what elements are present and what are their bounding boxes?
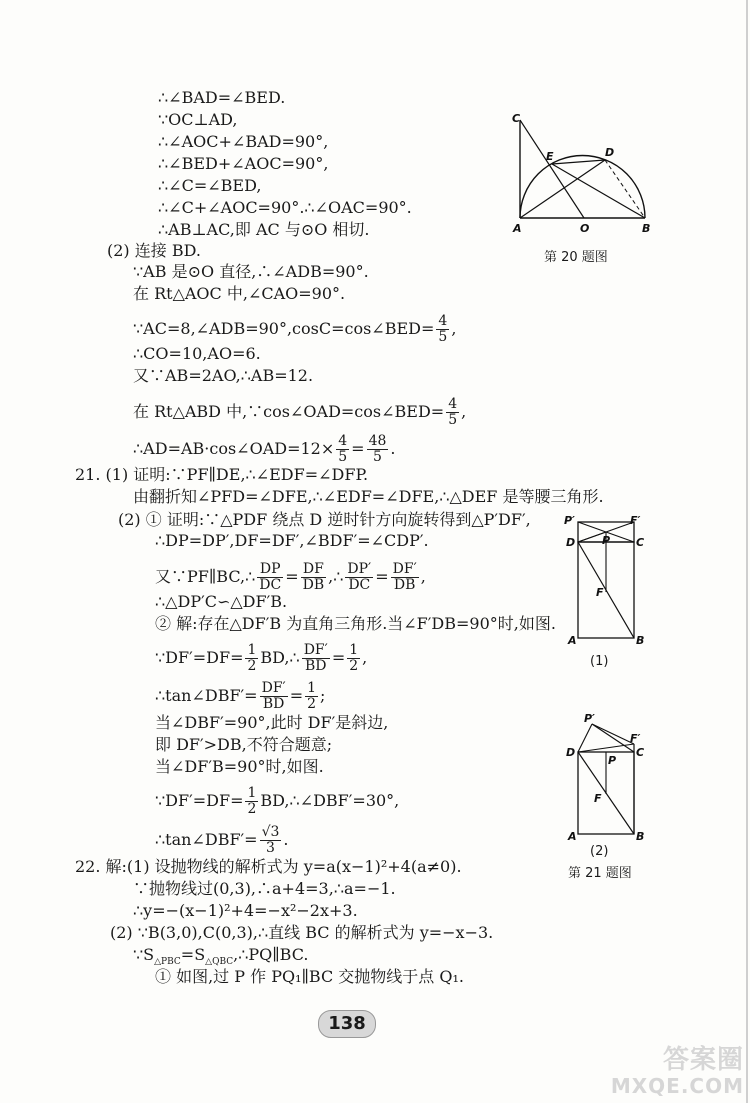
- denominator: 2: [247, 801, 257, 817]
- fraction: [305, 681, 318, 712]
- numerator: 1: [307, 680, 317, 696]
- text: =: [331, 648, 346, 667]
- denominator: 5: [373, 449, 382, 465]
- denominator: 2: [307, 696, 317, 712]
- text: BD,∴: [260, 648, 300, 667]
- fraction: [436, 314, 449, 345]
- subscript: △QBC: [205, 957, 234, 968]
- proof-line: ∴∠C=∠BED,: [158, 176, 262, 195]
- proof-line: (2) ① 证明:∵△PDF 绕点 D 逆时针方向旋转得到△P′DF′,: [118, 510, 531, 529]
- fraction: [347, 643, 360, 674]
- fraction: [257, 562, 283, 593]
- fraction: [245, 786, 258, 817]
- text: BD,∴∠DBF′=30°,: [260, 791, 400, 810]
- text: ∴tan∠DBF′=: [155, 830, 258, 849]
- text: =: [351, 439, 365, 458]
- numerator: 1: [247, 642, 257, 658]
- numerator: DF′: [261, 680, 286, 696]
- proof-line: ∴CO=10,AO=6.: [133, 344, 261, 363]
- numerator: DF′: [392, 561, 417, 577]
- text: .: [283, 830, 289, 849]
- label-c: C: [636, 746, 645, 759]
- numerator: 4: [438, 313, 448, 329]
- label-b: B: [642, 222, 651, 235]
- page-spine: [746, 0, 748, 1103]
- fraction: [446, 397, 459, 428]
- numerator: 1: [247, 785, 257, 801]
- proof-line: ∴∠C+∠AOC=90°.∴∠OAC=90°.: [158, 198, 412, 217]
- proof-line: ① 如图,过 P 作 PQ₁∥BC 交抛物线于点 Q₁.: [155, 967, 464, 986]
- proof-line: ∴AB⊥AC,即 AC 与⊙O 相切.: [158, 220, 370, 239]
- fraction: [245, 643, 258, 674]
- denominator: DB: [393, 577, 416, 593]
- label-a: A: [568, 830, 577, 843]
- proof-line: ∵AB 是⊙O 直径,∴∠ADB=90°.: [133, 262, 369, 281]
- proof-line: ② 解:存在△DF′B 为直角三角形.当∠F′DB=90°时,如图.: [155, 614, 556, 633]
- numerator: DP: [257, 562, 283, 578]
- fraction: [302, 643, 330, 674]
- text: ∵S: [133, 945, 155, 964]
- label-d: D: [566, 536, 576, 549]
- text: ,∴: [328, 567, 344, 586]
- proof-line: [133, 434, 396, 465]
- fraction: [391, 562, 419, 593]
- text: ∵DF′=DF=: [155, 648, 244, 667]
- text: ,: [362, 648, 368, 667]
- denominator: 2: [349, 658, 359, 674]
- proof-line: 即 DF′>DB,不符合题意;: [155, 735, 333, 754]
- label-b: B: [636, 634, 645, 647]
- fraction: [345, 562, 373, 593]
- text: ,: [451, 319, 457, 338]
- fraction: [260, 825, 282, 856]
- label-d: D: [566, 746, 576, 759]
- label-a: A: [568, 634, 577, 647]
- denominator: 5: [338, 449, 348, 465]
- text: =: [285, 567, 299, 586]
- proof-line: ∴△DP′C∽△DF′B.: [155, 592, 288, 611]
- numerator: √3: [261, 824, 280, 840]
- figure-21-1-caption: (1): [590, 654, 609, 669]
- page-number: 138: [318, 1010, 376, 1038]
- numerator: 1: [349, 642, 359, 658]
- proof-line: ∴∠AOC+∠BAD=90°,: [158, 132, 329, 151]
- numerator: 48: [368, 433, 387, 449]
- proof-line: 当∠DBF′=90°,此时 DF′是斜边,: [155, 713, 389, 732]
- label-p: P: [608, 754, 617, 767]
- proof-line: [155, 825, 289, 856]
- figure-21-1-diagram: [560, 510, 660, 650]
- label-c: C: [636, 536, 645, 549]
- denominator: 5: [448, 412, 458, 428]
- proof-line: ∴DP=DP′,DF=DF′,∠BDF′=∠CDP′.: [155, 531, 429, 550]
- denominator: DB: [302, 577, 325, 593]
- numerator: 4: [448, 396, 458, 412]
- figure-20-caption: 第 20 题图: [544, 250, 608, 265]
- text: 又∵PF∥BC,∴: [155, 567, 256, 586]
- watermark-logo-text: 答案圈: [662, 1045, 744, 1075]
- proof-line: 22. 解:(1) 设抛物线的解析式为 y=a(x−1)²+4(a≠0).: [75, 857, 462, 876]
- watermark: [611, 1047, 744, 1099]
- proof-line: (2) 连接 BD.: [107, 241, 201, 260]
- proof-line: ∵抛物线过(0,3),∴a+4=3,∴a=−1.: [133, 879, 396, 898]
- numerator: 4: [338, 433, 348, 449]
- denominator: BD: [304, 658, 327, 674]
- denominator: DC: [259, 577, 282, 593]
- proof-line: ∵OC⊥AD,: [158, 110, 238, 129]
- text: ∴AD=AB·cos∠OAD=12×: [133, 439, 335, 458]
- proof-line: 21. (1) 证明:∵PF∥DE,∴∠EDF=∠DFP.: [75, 465, 369, 484]
- proof-line: [133, 314, 456, 345]
- numerator: DP′: [347, 561, 372, 577]
- proof-line: (2) ∵B(3,0),C(0,3),∴直线 BC 的解析式为 y=−x−3.: [110, 923, 494, 942]
- text: ;: [320, 686, 326, 705]
- text: ∴tan∠DBF′=: [155, 686, 258, 705]
- label-f-prime: F′: [630, 732, 641, 745]
- proof-line: [133, 397, 466, 428]
- proof-line: [155, 643, 367, 674]
- text: 在 Rt△ABD 中,∵cos∠OAD=cos∠BED=: [133, 402, 445, 421]
- label-b: B: [636, 830, 645, 843]
- text: ,: [461, 402, 467, 421]
- proof-line: [155, 786, 399, 817]
- proof-line: ∴∠BAD=∠BED.: [158, 88, 286, 107]
- label-o: O: [580, 222, 590, 235]
- label-f-prime: F′: [630, 514, 641, 527]
- denominator: 3: [266, 840, 275, 856]
- denominator: DC: [348, 577, 371, 593]
- text: =S: [180, 945, 206, 964]
- label-p-prime: P′: [564, 514, 575, 527]
- label-e: E: [546, 150, 554, 163]
- figure-21-2-diagram: [560, 710, 660, 844]
- watermark-url: MXQE.COM: [610, 1074, 744, 1098]
- text: .: [390, 439, 396, 458]
- text: ∵DF′=DF=: [155, 791, 244, 810]
- numerator: DF: [301, 562, 327, 578]
- proof-line: 在 Rt△AOC 中,∠CAO=90°.: [133, 284, 346, 303]
- text: =: [375, 567, 389, 586]
- figure-21-2-caption: (2): [590, 844, 609, 859]
- denominator: BD: [262, 696, 285, 712]
- proof-line: [155, 681, 325, 712]
- label-c: C: [512, 112, 521, 125]
- figure-20-diagram: [508, 108, 658, 236]
- denominator: 2: [247, 658, 257, 674]
- proof-line: ∴∠BED+∠AOC=90°,: [158, 154, 329, 173]
- fraction: [301, 562, 327, 593]
- fraction: [336, 434, 349, 465]
- text: ,∴PQ∥BC.: [233, 945, 309, 964]
- text: ∵AC=8,∠ADB=90°,cosC=cos∠BED=: [133, 319, 435, 338]
- fraction: [260, 681, 288, 712]
- text: =: [289, 686, 304, 705]
- label-p: P: [602, 534, 611, 547]
- proof-line: ∴y=−(x−1)²+4=−x²−2x+3.: [133, 901, 358, 920]
- denominator: 5: [438, 329, 448, 345]
- fraction: [367, 434, 389, 465]
- label-f: F: [596, 586, 604, 599]
- numerator: DF′: [303, 642, 328, 658]
- figure-21-caption: 第 21 题图: [568, 866, 632, 881]
- label-p-prime: P′: [584, 712, 595, 725]
- proof-line: [155, 562, 426, 593]
- subscript: △PBC: [154, 957, 181, 968]
- text: ,: [420, 567, 426, 586]
- label-d: D: [605, 146, 615, 159]
- proof-line: 由翻折知∠PFD=∠DFE,∴∠EDF=∠DFE,∴△DEF 是等腰三角形.: [133, 487, 604, 506]
- label-f: F: [594, 792, 602, 805]
- proof-line: 又∵AB=2AO,∴AB=12.: [133, 366, 314, 385]
- label-a: A: [513, 222, 522, 235]
- proof-line: 当∠DF′B=90°时,如图.: [155, 757, 324, 776]
